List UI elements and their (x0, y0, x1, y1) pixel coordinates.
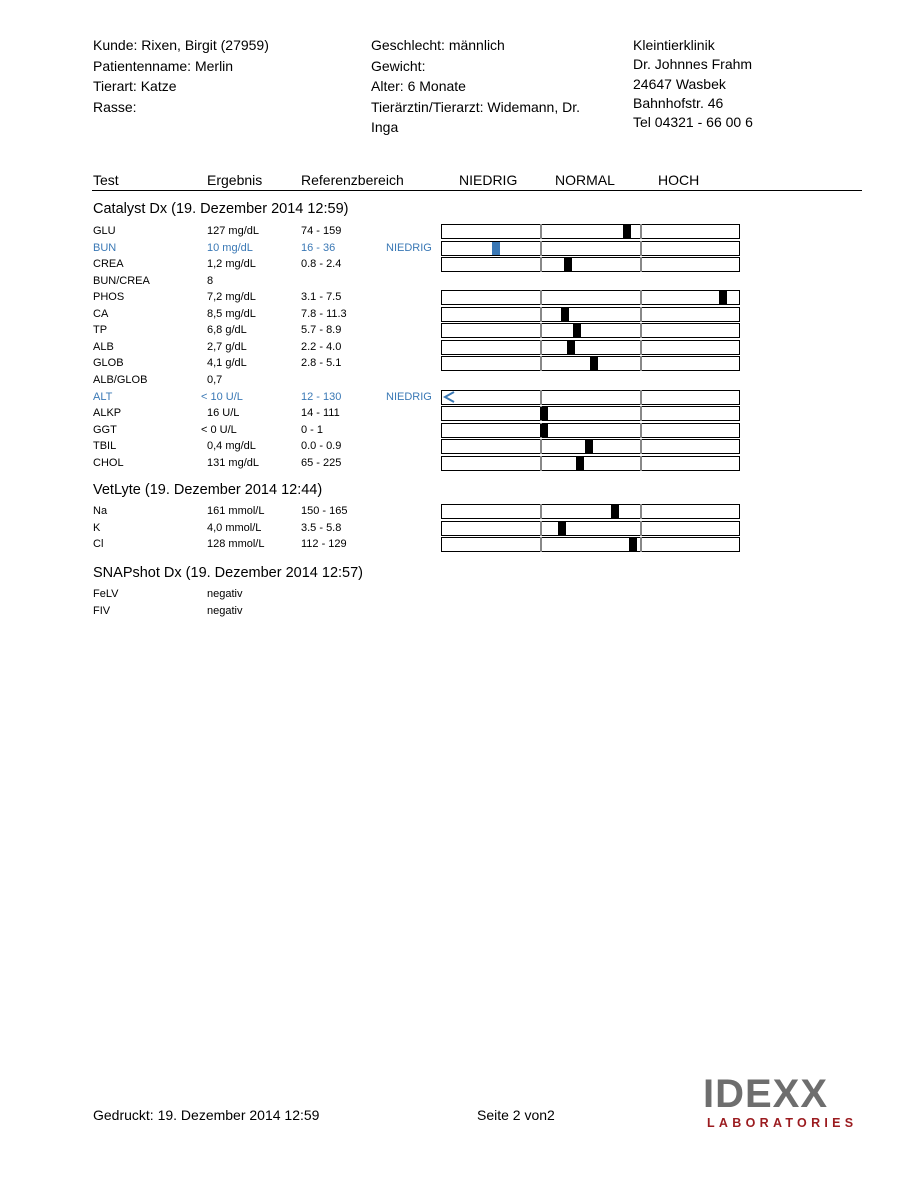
test-name: ALT (93, 390, 113, 403)
range-divider (640, 340, 642, 355)
test-result: 4,0 mmol/L (207, 521, 262, 534)
clinic-street: Bahnhofstr. 46 (633, 95, 724, 111)
test-name: CA (93, 307, 109, 320)
patient-name: Patientenname: Merlin (93, 57, 234, 74)
result-marker (558, 522, 566, 535)
reference-range: 12 - 130 (301, 390, 342, 403)
test-name: ALKP (93, 407, 122, 420)
section-title: VetLyte (19. Dezember 2014 12:44) (93, 482, 323, 498)
test-name: GLU (93, 225, 116, 237)
range-bar (441, 307, 740, 322)
range-divider (640, 390, 642, 405)
age: Alter: 6 Monate (371, 78, 466, 94)
test-result: 1,2 mg/dL (207, 258, 256, 271)
test-name: FIV (93, 604, 111, 617)
page-number: Seite 2 von2 (477, 1107, 555, 1123)
range-bar (441, 241, 740, 256)
test-name: Na (93, 505, 108, 517)
result-marker (492, 242, 500, 255)
test-name: CREA (93, 258, 124, 271)
test-name: GLOB (93, 357, 124, 370)
result-marker (573, 324, 581, 337)
reference-range: 2.2 - 4.0 (301, 340, 342, 353)
test-result: 128 mmol/L (207, 538, 265, 551)
range-divider (640, 224, 642, 239)
range-bar (441, 504, 740, 519)
test-result: < 10 U/L (201, 390, 243, 403)
reference-range: 112 - 129 (301, 538, 347, 551)
range-divider (540, 323, 542, 338)
col-normal: NORMAL (555, 172, 615, 188)
result-marker (611, 505, 619, 518)
test-result: 131 mg/dL (207, 456, 259, 469)
range-divider (540, 257, 542, 272)
col-reference: Referenzbereich (301, 172, 404, 188)
result-marker (623, 225, 631, 238)
test-name: BUN (93, 241, 117, 254)
reference-range: 0 - 1 (301, 423, 324, 436)
test-name: TP (93, 324, 108, 337)
range-divider (640, 241, 642, 256)
result-marker (540, 407, 548, 420)
reference-range: 7.8 - 11.3 (301, 307, 347, 320)
reference-range: 5.7 - 8.9 (301, 324, 342, 337)
range-bar (441, 224, 740, 239)
range-divider (540, 307, 542, 322)
test-result: 127 mg/dL (207, 225, 259, 237)
test-name: ALB/GLOB (93, 373, 148, 386)
test-result: 10 mg/dL (207, 241, 253, 254)
col-high: HOCH (658, 172, 700, 188)
range-bar (441, 290, 740, 305)
range-bar (441, 257, 740, 272)
reference-range: 150 - 165 (301, 505, 348, 517)
test-result: 8 (207, 274, 214, 287)
reference-range: 3.1 - 7.5 (301, 291, 342, 304)
logo-wordmark: IDEXX (703, 1072, 829, 1116)
col-low: NIEDRIG (459, 172, 518, 188)
range-bar (441, 406, 740, 421)
test-name: GGT (93, 423, 117, 436)
result-marker (561, 308, 569, 321)
range-divider (540, 456, 542, 471)
range-divider (640, 521, 642, 536)
reference-range: 0.8 - 2.4 (301, 258, 342, 271)
reference-range: 65 - 225 (301, 456, 342, 469)
test-result: negativ (207, 588, 243, 600)
header-divider (92, 190, 862, 191)
test-result: 8,5 mg/dL (207, 307, 256, 320)
sex: Geschlecht: männlich (371, 37, 505, 53)
result-marker (564, 258, 572, 271)
range-bar (441, 456, 740, 471)
test-name: PHOS (93, 291, 125, 304)
veterinarian-cont: Inga (371, 119, 399, 135)
range-divider (540, 241, 542, 256)
range-divider (540, 537, 542, 552)
reference-range: 16 - 36 (301, 241, 336, 254)
status-flag: NIEDRIG (386, 241, 432, 254)
range-divider (540, 521, 542, 536)
range-divider (540, 356, 542, 371)
result-marker (567, 341, 575, 354)
section-title: Catalyst Dx (19. Dezember 2014 12:59) (93, 201, 349, 217)
reference-range: 14 - 111 (301, 407, 340, 420)
veterinarian: Tierärztin/Tierarzt: Widemann, Dr. (371, 98, 581, 115)
test-result: 2,7 g/dL (207, 340, 247, 353)
test-name: CHOL (93, 456, 124, 469)
section-title: SNAPshot Dx (19. Dezember 2014 12:57) (93, 565, 363, 581)
clinic-city: 24647 Wasbek (633, 75, 726, 92)
test-name: FeLV (93, 588, 119, 600)
reference-range: 74 - 159 (301, 225, 342, 237)
test-name: Cl (93, 538, 104, 551)
reference-range: 0.0 - 0.9 (301, 440, 342, 453)
range-bar (441, 439, 740, 454)
range-divider (640, 456, 642, 471)
clinic-doctor: Dr. Johnnes Frahm (633, 56, 753, 72)
range-divider (540, 390, 542, 405)
range-bar (441, 323, 740, 338)
result-marker (629, 538, 637, 551)
range-divider (640, 307, 642, 322)
result-marker (585, 440, 593, 453)
test-result: 6,8 g/dL (207, 324, 247, 337)
range-divider (540, 290, 542, 305)
test-result: 7,2 mg/dL (207, 291, 256, 304)
reference-range: 3.5 - 5.8 (301, 521, 342, 534)
result-marker (576, 457, 584, 470)
range-divider (640, 290, 642, 305)
col-test: Test (93, 172, 119, 188)
reference-range: 2.8 - 5.1 (301, 357, 342, 370)
status-flag: NIEDRIG (386, 390, 432, 403)
range-divider (640, 257, 642, 272)
test-result: 16 U/L (207, 407, 240, 420)
range-divider (540, 439, 542, 454)
test-result: < 0 U/L (201, 423, 237, 436)
test-name: ALB (93, 340, 114, 353)
result-marker (590, 357, 598, 370)
test-result: negativ (207, 604, 243, 617)
range-divider (640, 504, 642, 519)
breed: Rasse: (93, 98, 137, 115)
test-name: K (93, 521, 101, 534)
range-divider (540, 504, 542, 519)
range-divider (540, 224, 542, 239)
range-divider (640, 439, 642, 454)
result-marker (719, 291, 727, 304)
range-bar (441, 537, 740, 552)
client-name: Kunde: Rixen, Birgit (27959) (93, 37, 269, 53)
range-bar (441, 423, 740, 438)
range-divider (640, 406, 642, 421)
result-marker (540, 424, 548, 437)
species: Tierart: Katze (93, 78, 177, 94)
logo-subtitle: LABORATORIES (707, 1116, 858, 1130)
below-range-arrow-icon (442, 390, 456, 404)
range-divider (640, 356, 642, 371)
range-bar (441, 356, 740, 371)
range-bar (441, 390, 740, 405)
test-result: 0,4 mg/dL (207, 440, 256, 453)
range-divider (640, 423, 642, 438)
test-result: 0,7 (207, 373, 223, 386)
test-name: BUN/CREA (93, 274, 150, 287)
weight: Gewicht: (371, 57, 426, 74)
printed-date: Gedruckt: 19. Dezember 2014 12:59 (93, 1107, 320, 1123)
clinic-name: Kleintierklinik (633, 37, 715, 53)
test-result: 161 mmol/L (207, 505, 265, 517)
test-name: TBIL (93, 440, 117, 453)
range-divider (540, 340, 542, 355)
range-divider (640, 537, 642, 552)
range-bar (441, 340, 740, 355)
col-result: Ergebnis (207, 172, 263, 188)
test-result: 4,1 g/dL (207, 357, 247, 370)
clinic-phone: Tel 04321 - 66 00 6 (633, 114, 753, 130)
range-divider (640, 323, 642, 338)
range-bar (441, 521, 740, 536)
